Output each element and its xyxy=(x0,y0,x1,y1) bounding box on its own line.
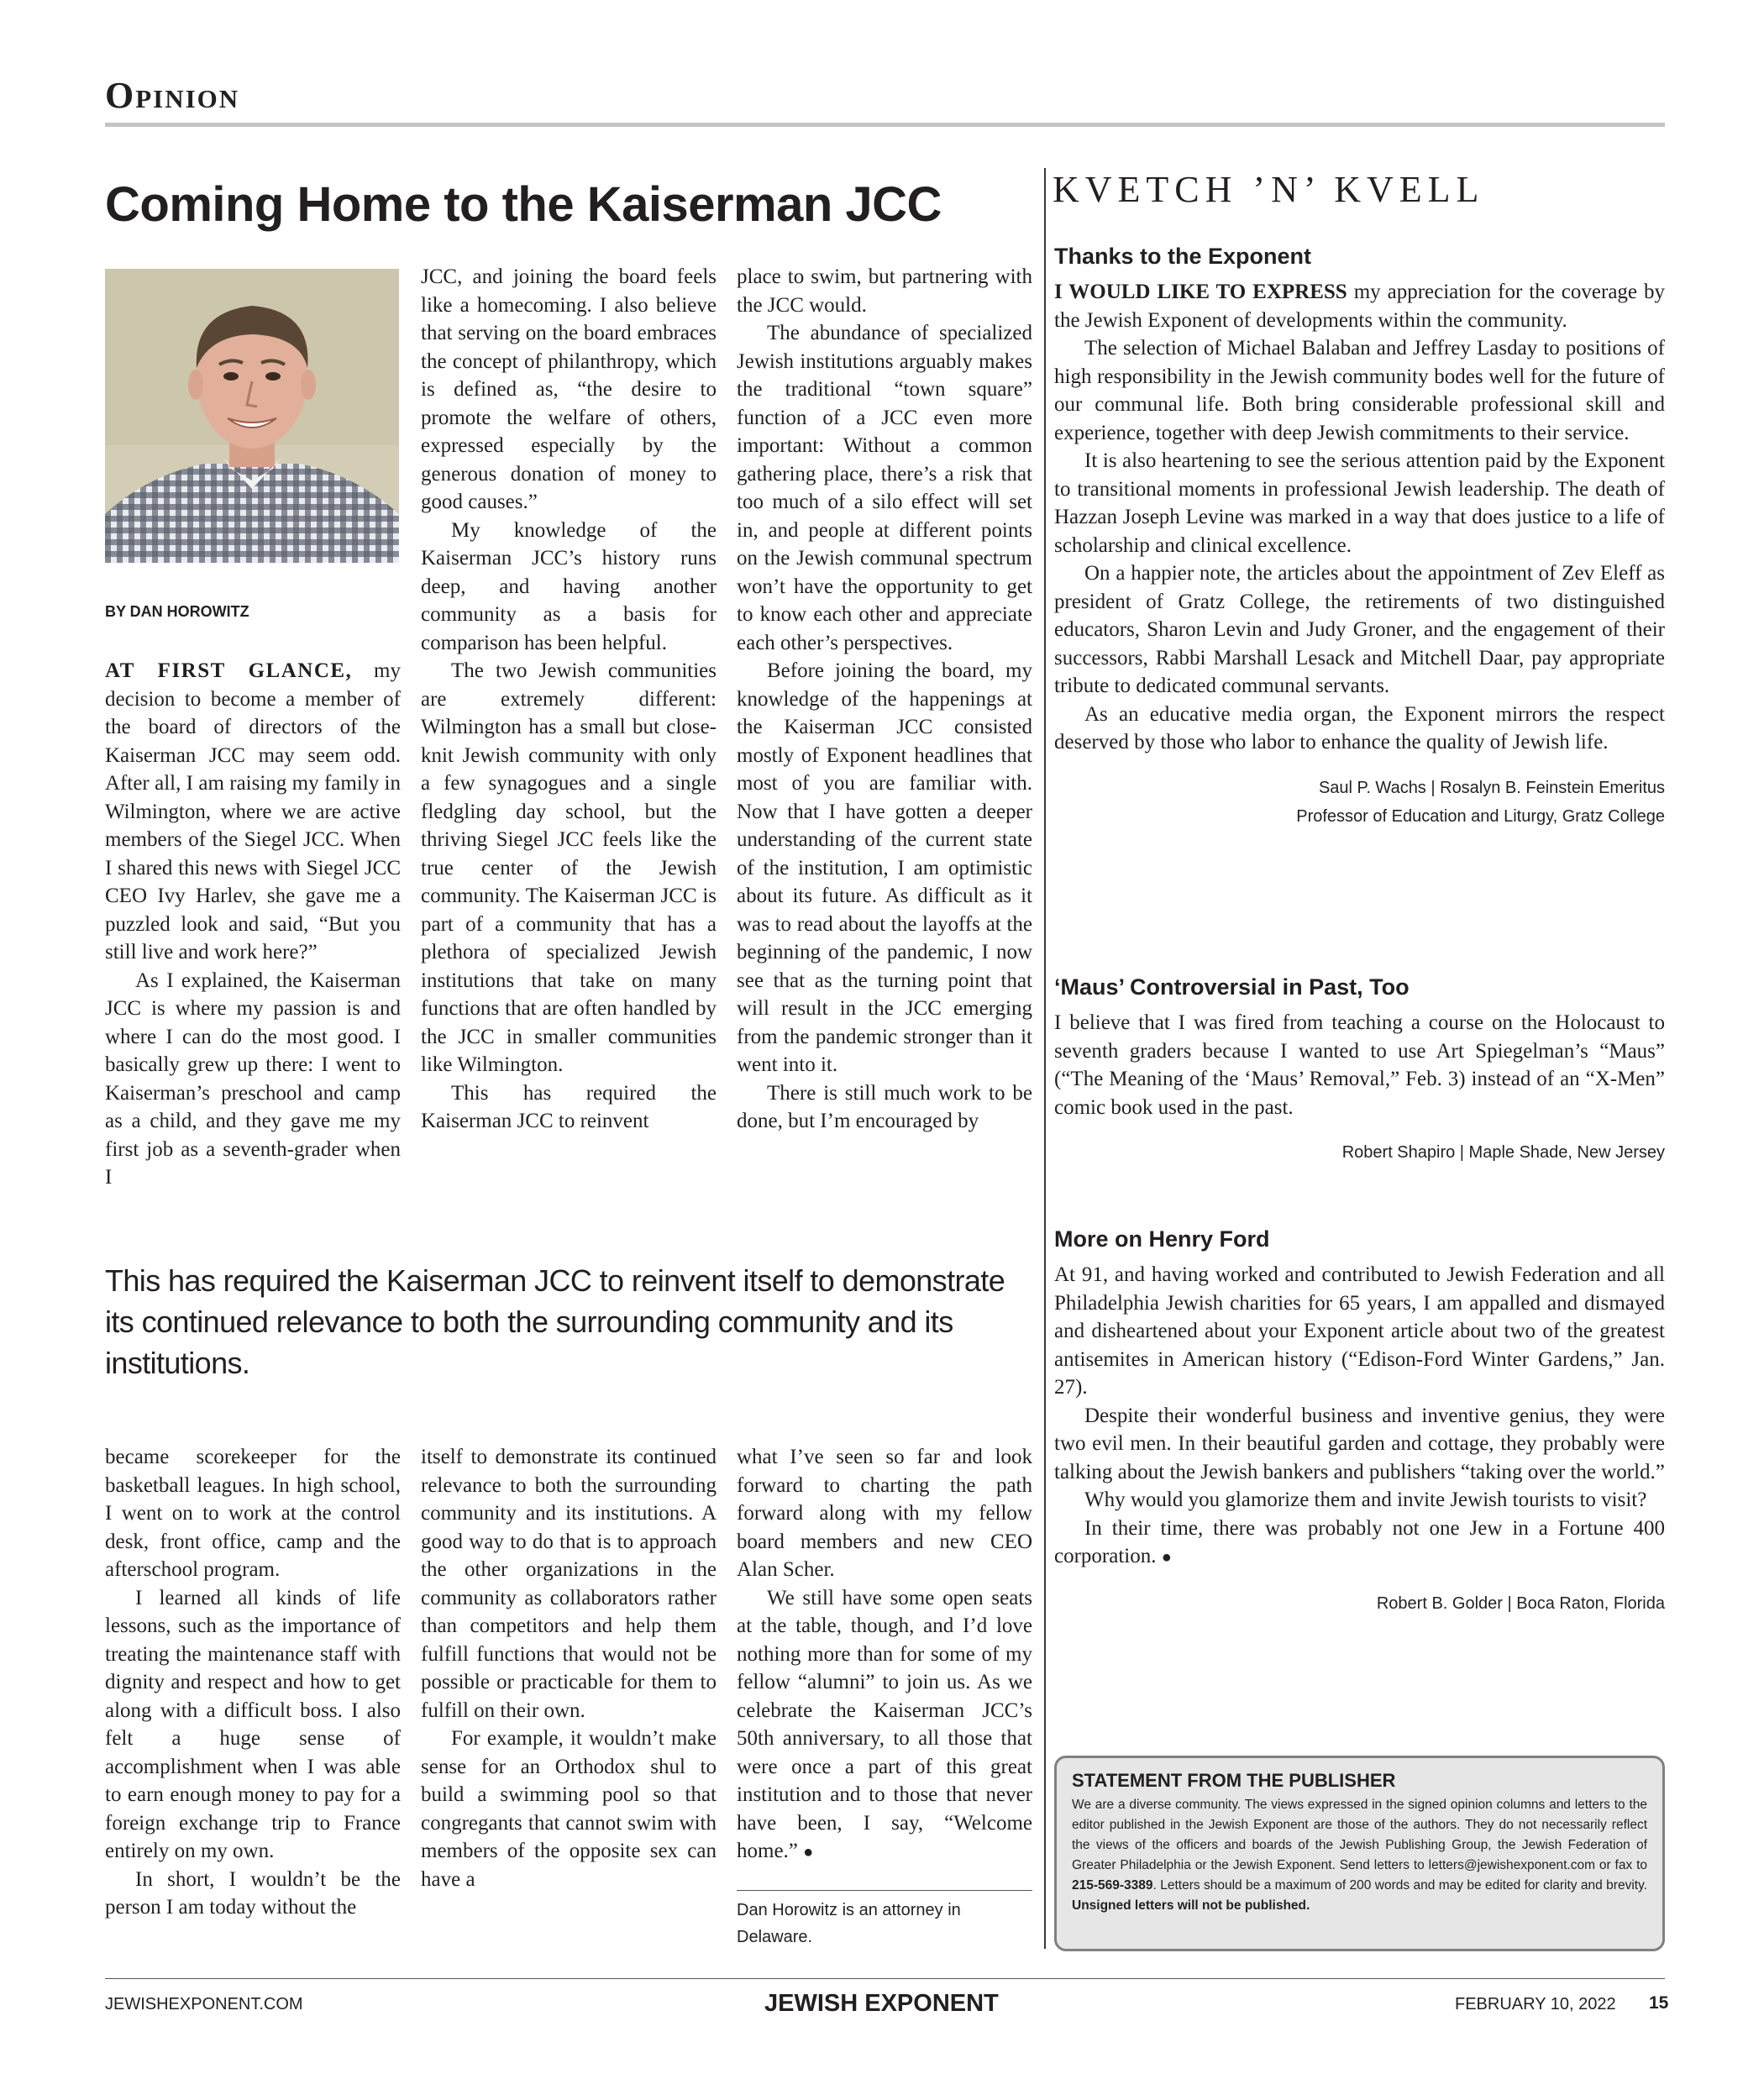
signature-line: Robert Shapiro | Maple Shade, New Jersey xyxy=(1341,1143,1665,1162)
end-mark-icon: ● xyxy=(1161,1548,1172,1567)
letter-body xyxy=(1054,278,1665,757)
footer-publication-name: JEWISH EXPONENT xyxy=(764,1990,999,2017)
letter-heading: Thanks to the Exponent xyxy=(1054,244,1312,269)
letter-maus xyxy=(1054,974,1665,1167)
letters-email-link[interactable]: letters@jewishexponent.com xyxy=(1428,1858,1596,1872)
article-paragraph: I learned all kinds of life lessons, such as the importance of treating the maintenance staff with dignity and respect and how to get along with a difficult boss. I also felt a huge sense of accomplishment when I was able to earn enough money to pay for a foreign exchange trip to France entirely on my own. xyxy=(105,1586,401,1862)
publisher-statement-title: STATEMENT FROM THE PUBLISHER xyxy=(1072,1770,1396,1791)
footer-website-link[interactable]: JEWISHEXPONENT.COM xyxy=(105,1995,303,2013)
article-col1-bottom xyxy=(105,1443,401,1922)
letter-thanks xyxy=(1054,244,1665,831)
author-photo xyxy=(105,269,399,563)
lead-in: I WOULD LIKE TO EXPRESS xyxy=(1054,281,1347,303)
article-paragraph: My knowledge of the Kaiserman JCC’s history runs deep, and having another community as a basis for comparison has been helpful. xyxy=(421,518,717,654)
byline: BY DAN HOROWITZ xyxy=(105,603,249,620)
publisher-statement-box xyxy=(1054,1756,1665,1951)
article-paragraph: Before joining the board, my knowledge of the happenings at the Kaiserman JCC consisted mostly of Exponent headlines that most of you are familiar with. Now that I have gotten a deeper understanding of the current state of the institution, I am optimistic about its future. As difficult as it was to read about the layoffs at the beginning of the pandemic, I now see that as the turning point that will result in the JCC emerging from the pandemic stronger than it went into it. xyxy=(737,659,1032,1076)
article-paragraph: There is still much work to be done, but I’m encouraged by xyxy=(737,1081,1032,1132)
letter-henry-ford xyxy=(1054,1226,1665,1618)
letter-paragraph: At 91, and having worked and contributed to Jewish Federation and all Philadelphia Jewish charities for 65 years, I am appalled and dismayed and disheartened about your Exponent article about two of the greatest antisemites in American history (“Edison-Ford Winter Gardens,” Jan. 27). xyxy=(1054,1263,1665,1399)
article-paragraph: The abundance of specialized Jewish institutions arguably makes the traditional “town square” function of a JCC even more important: Without a common gathering place, there’s a risk that too much of a silo effect will set in, and people at different points on the Jewish communal spectrum won’t have the opportunity to get to know each other and appreciate each other’s perspectives. xyxy=(737,322,1032,654)
letter-paragraph: As an educative media organ, the Exponent mirrors the respect deserved by those who labor to enhance the quality of Jewish life. xyxy=(1054,702,1665,753)
publisher-statement-body xyxy=(1072,1795,1647,1916)
letter-signature xyxy=(1054,774,1665,831)
page-number: 15 xyxy=(1649,1993,1669,2013)
letter-paragraph: On a happier note, the articles about the appointment of Zev Eleff as president of Gratz College, the retirements of two distinguished educators, Sharon Levin and Judy Groner, and the engagement of their successors, Rabbi Marshall Lesack and Mitchell Daar, pay appropriate tribute to dedicated communal servants. xyxy=(1054,562,1665,697)
letter-paragraph: Despite their wonderful business and inventive genius, they were two evil men. In their beautiful garden and cottage, they probably were talking about the Jewish bankers and publishers “taking over the world.” xyxy=(1054,1404,1665,1483)
article-paragraph: what I’ve seen so far and look forward to charting the path forward along with my fellow board members and new CEO Alan Scher. xyxy=(737,1446,1032,1581)
footer-rule xyxy=(105,1978,1665,1979)
article-col3-top xyxy=(737,263,1032,1136)
tagline-rule xyxy=(737,1890,1032,1891)
article-col3-bottom xyxy=(737,1443,1032,1867)
letter-paragraph: The selection of Michael Balaban and Jeffrey Lasday to positions of high responsibility in the Jewish community bodes well for the future of our communal life. Both bring considerable professional skill and experience, together with deep Jewish commitments to their service. xyxy=(1054,337,1665,444)
paragraph-text: my decision to become a member of the board of directors of the Kaiserman JCC may seem odd. After all, I am raising my family in Wilmington, where we are active members of the Siegel JCC. When I shared this news with Siegel JCC CEO Ivy Harlev, she gave me a puzzled look and said, “But you still live and work here?” xyxy=(105,659,402,963)
article-paragraph: This has required the Kaiserman JCC to reinvent xyxy=(421,1081,717,1132)
signature-line: Professor of Education and Liturgy, Gratz College xyxy=(1296,806,1665,826)
article-paragraph: In short, I wouldn’t be the person I am today without the xyxy=(105,1867,401,1919)
article-paragraph: The two Jewish communities are extremely different: Wilmington has a small but close-knit Jewish community with only a few synagogues and a single fledgling day school, but the thriving Siegel JCC feels like the true center of the Jewish community. The Kaiserman JCC is part of a community that has a plethora of specialized Jewish institutions that take on many functions that are often handled by the JCC in smaller communities like Wilmington. xyxy=(421,659,717,1076)
paragraph-text: my appreciation for the coverage by the Jewish Exponent of developments within the community. xyxy=(1054,281,1665,332)
lead-in: AT FIRST GLANCE, xyxy=(105,659,353,682)
letter-body xyxy=(1054,1261,1665,1572)
statement-text: . Letters should be a maximum of 200 words and may be edited for clarity and brevity. xyxy=(1152,1878,1647,1893)
article-paragraph xyxy=(105,657,401,967)
article-col1-top xyxy=(105,657,401,1192)
letter-heading: ‘Maus’ Controversial in Past, Too xyxy=(1054,974,1410,1000)
statement-text: or fax to xyxy=(1595,1858,1647,1872)
column-divider xyxy=(1044,168,1046,1949)
statement-text: We are a diverse community. The views expressed in the signed opinion columns and letters to the editor published in the Jewish Exponent are those of the authors. They do not necessarily reflect the views of the officers and boards of the Jewish Publishing Group, the Jewish Federation of Greater Philadelphia or the Jewish Exponent. Send letters to xyxy=(1072,1798,1647,1872)
article-paragraph: became scorekeeper for the basketball leagues. In high school, I went on to work at the control desk, front office, camp and the afterschool program. xyxy=(105,1446,401,1581)
paragraph-text: We still have some open seats at the table, though, and I’d love nothing more than for some of my fellow “alumni” to join us. As we celebrate the Kaiserman JCC’s 50th anniversary, to all those that were once a part of this great institution and to those that never have been, I say, “Welcome home.” xyxy=(737,1586,1032,1862)
article-paragraph: For example, it wouldn’t make sense for an Orthodox shul to build a swimming pool so that congregants that cannot swim with members of the opposite sex can have a xyxy=(421,1727,717,1891)
article-col2-top xyxy=(421,263,717,1136)
pull-quote: This has required the Kaiserman JCC to reinvent itself to demonstrate its continued relevance to both the surrounding community and its institutions. xyxy=(105,1263,1005,1380)
article-paragraph: JCC, and joining the board feels like a homecoming. I also believe that serving on the board embraces the concept of philanthropy, which is defined as, “the desire to promote the welfare of others, expressed especially by the generous donation of money to good causes.” xyxy=(421,265,717,513)
letter-body xyxy=(1054,1009,1665,1121)
article-paragraph: As I explained, the Kaiserman JCC is where my passion is and where I can do the most good. I basically grew up there: I went to Kaiserman’s preschool and camp as a child, and they gave me my first job as a seventh-grader when I xyxy=(105,969,401,1189)
letter-paragraph: It is also heartening to see the serious attention paid by the Exponent to transitional moments in professional Jewish leadership. The death of Hazzan Joseph Levine was marked in a way that does justice to a life of scholarship and clinical excellence. xyxy=(1054,449,1665,557)
letter-heading: More on Henry Ford xyxy=(1054,1226,1270,1252)
letters-section-title: KVETCH ’N’ KVELL xyxy=(1053,169,1485,210)
article-paragraph xyxy=(737,1584,1032,1867)
statement-bold-note: Unsigned letters will not be published. xyxy=(1072,1898,1310,1913)
footer-date: FEBRUARY 10, 2022 xyxy=(1455,1995,1616,2013)
article-headline: Coming Home to the Kaiserman JCC xyxy=(105,177,942,232)
letter-paragraph: I believe that I was fired from teaching a course on the Holocaust to seventh graders because I wanted to use Art Spiegelman’s “Maus” (“The Meaning of the ‘Maus’ Removal,” Feb. 3) instead of an “X-Men” comic book used in the past. xyxy=(1054,1011,1665,1119)
signature-line: Robert B. Golder | Boca Raton, Florida xyxy=(1376,1593,1665,1613)
article-col2-bottom xyxy=(421,1443,717,1893)
letter-paragraph xyxy=(1054,1515,1665,1572)
letter-paragraph xyxy=(1054,278,1665,334)
letter-signature xyxy=(1054,1138,1665,1167)
letter-signature xyxy=(1054,1589,1665,1618)
fax-number: 215-569-3389 xyxy=(1072,1878,1153,1893)
section-label: Opinion xyxy=(105,75,240,116)
signature-line: Saul P. Wachs | Rosalyn B. Feinstein Emeritus xyxy=(1318,778,1665,797)
author-tagline: Dan Horowitz is an attorney in Delaware. xyxy=(737,1901,961,1946)
letter-paragraph: Why would you glamorize them and invite Jewish tourists to visit? xyxy=(1084,1488,1647,1511)
article-paragraph: place to swim, but partnering with the JCC would. xyxy=(737,265,1032,317)
end-mark-icon: ● xyxy=(803,1843,814,1861)
top-rule xyxy=(105,123,1665,127)
article-paragraph: itself to demonstrate its continued relevance to both the surrounding community and its institutions. A good way to do that is to approach the other organizations in the community as collaborators rather than competitors and help them fulfill functions that would not be possible or practicable for them to fulfill on their own. xyxy=(421,1446,717,1722)
paragraph-text: In their time, there was probably not one Jew in a Fortune 400 corporation. xyxy=(1054,1516,1665,1567)
